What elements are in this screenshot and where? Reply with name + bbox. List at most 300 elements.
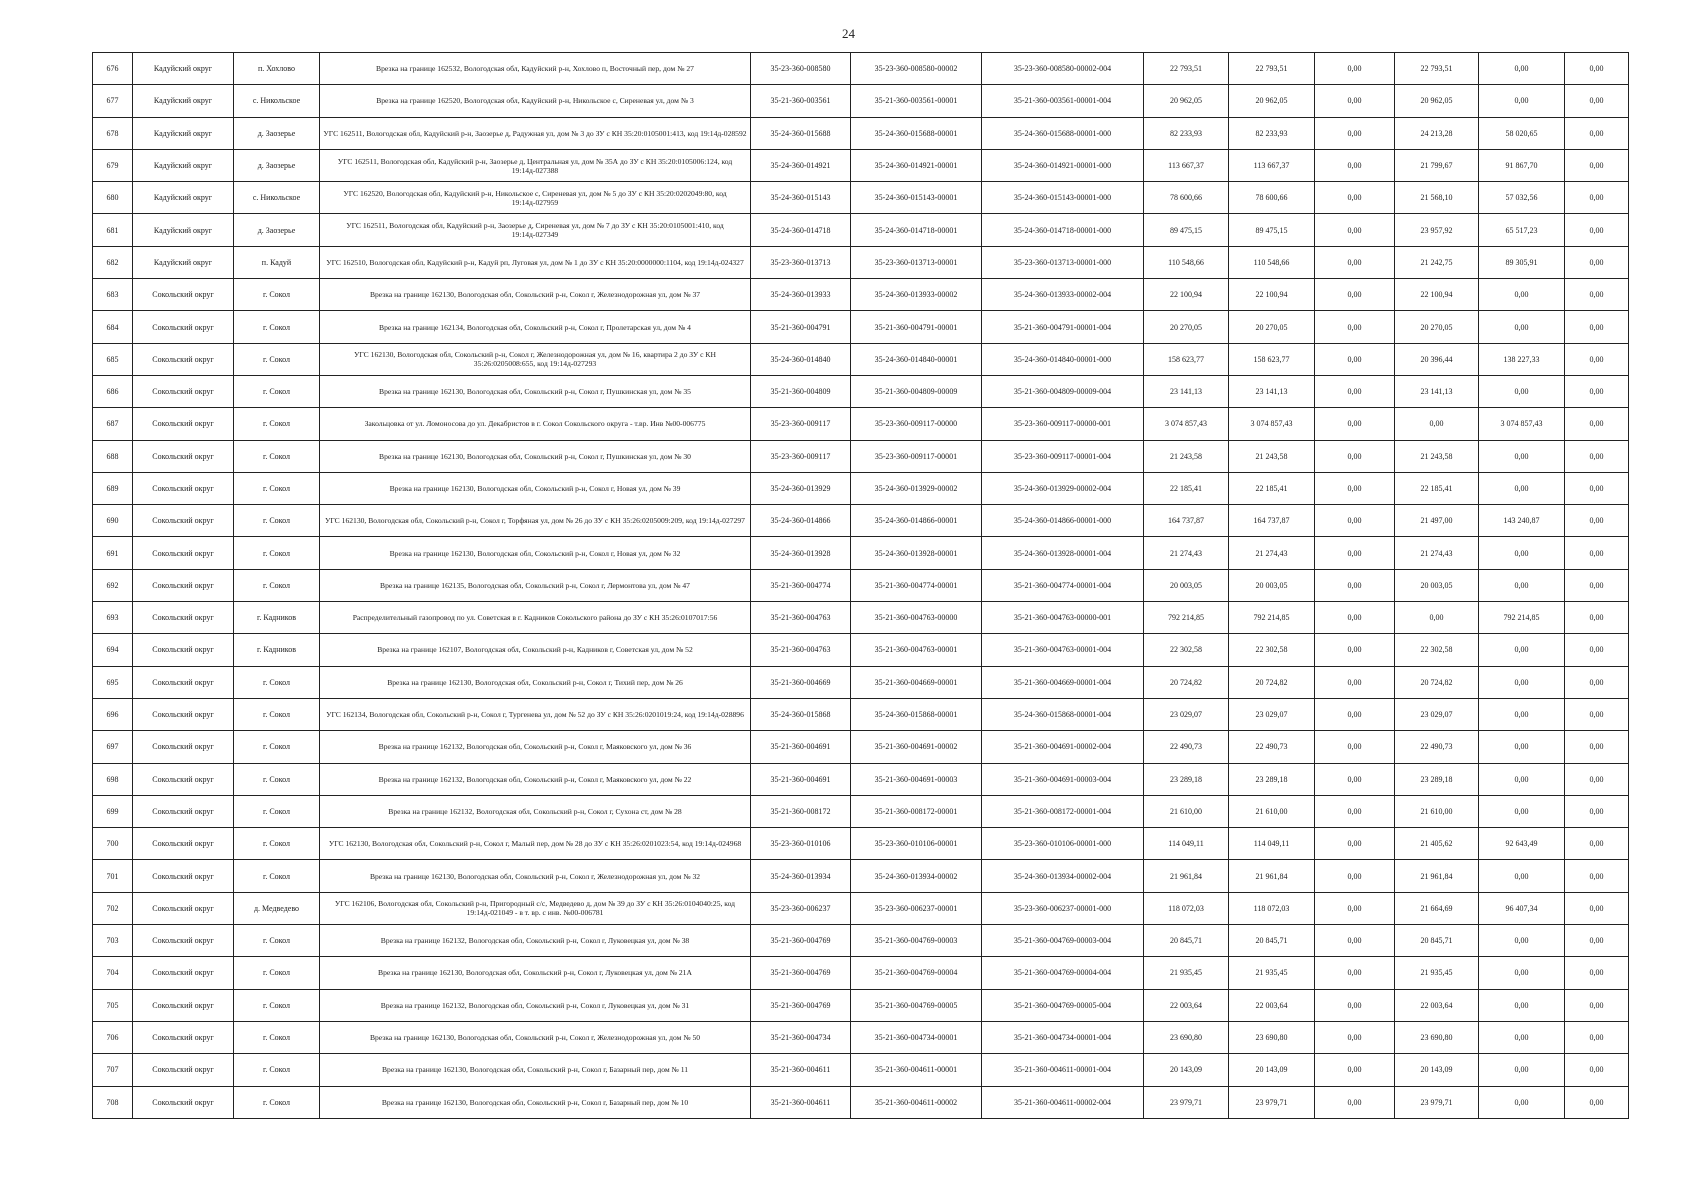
- cost-2-cell: 21 610,00: [1229, 795, 1315, 827]
- cost-4-cell: 20 143,09: [1395, 1054, 1479, 1086]
- district-cell: Сокольский округ: [133, 505, 234, 537]
- element-code-cell: 35-21-360-008172-00001-004: [982, 795, 1144, 827]
- cost-4-cell: 23 979,71: [1395, 1086, 1479, 1118]
- cost-5-cell: 0,00: [1479, 763, 1565, 795]
- cadastral-code-cell: 35-24-360-014921: [751, 149, 851, 181]
- total-cost-cell: 22 302,58: [1144, 634, 1229, 666]
- cadastral-code-cell: 35-24-360-013929: [751, 472, 851, 504]
- cost-6-cell: 0,00: [1565, 505, 1629, 537]
- object-code-cell: 35-21-360-004611-00002: [851, 1086, 982, 1118]
- object-address-cell: Врезка на границе 162130, Вологодская обл, Сокольский р-н, Сокол г, Железнодорожная ул, дом № 37: [320, 279, 751, 311]
- row-number-cell: 690: [93, 505, 133, 537]
- cost-3-cell: 0,00: [1315, 634, 1395, 666]
- cost-2-cell: 20 270,05: [1229, 311, 1315, 343]
- element-code-cell: 35-24-360-013928-00001-004: [982, 537, 1144, 569]
- cadastral-code-cell: 35-23-360-009117: [751, 408, 851, 440]
- row-number-cell: 676: [93, 53, 133, 85]
- cost-2-cell: 118 072,03: [1229, 892, 1315, 924]
- table-row: [93, 795, 1629, 827]
- cadastral-code-cell: 35-23-360-010106: [751, 828, 851, 860]
- district-cell: Кадуйский округ: [133, 246, 234, 278]
- object-code-cell: 35-21-360-004611-00001: [851, 1054, 982, 1086]
- cost-2-cell: 113 667,37: [1229, 149, 1315, 181]
- settlement-cell: г. Сокол: [234, 763, 320, 795]
- district-cell: Сокольский округ: [133, 537, 234, 569]
- object-address-cell: Врезка на границе 162132, Вологодская обл, Сокольский р-н, Сокол г, Сухона ст, дом № 28: [320, 795, 751, 827]
- object-code-cell: 35-21-360-004769-00004: [851, 957, 982, 989]
- cost-5-cell: 0,00: [1479, 957, 1565, 989]
- table-row: [93, 731, 1629, 763]
- district-cell: Сокольский округ: [133, 698, 234, 730]
- object-code-cell: 35-23-360-013713-00001: [851, 246, 982, 278]
- object-address-cell: Закольцовка от ул. Ломоносова до ул. Декабристов в г. Сокол Сокольского округа - т.вр. Инв №00-006775: [320, 408, 751, 440]
- total-cost-cell: 3 074 857,43: [1144, 408, 1229, 440]
- row-number-cell: 696: [93, 698, 133, 730]
- cost-5-cell: 143 240,87: [1479, 505, 1565, 537]
- object-code-cell: 35-23-360-009117-00000: [851, 408, 982, 440]
- cost-5-cell: 0,00: [1479, 375, 1565, 407]
- district-cell: Кадуйский округ: [133, 117, 234, 149]
- row-number-cell: 705: [93, 989, 133, 1021]
- cadastral-code-cell: 35-24-360-014718: [751, 214, 851, 246]
- cost-4-cell: 23 957,92: [1395, 214, 1479, 246]
- object-code-cell: 35-21-360-004669-00001: [851, 666, 982, 698]
- cost-5-cell: 0,00: [1479, 989, 1565, 1021]
- cadastral-code-cell: 35-21-360-004809: [751, 375, 851, 407]
- cost-3-cell: 0,00: [1315, 343, 1395, 375]
- district-cell: Сокольский округ: [133, 989, 234, 1021]
- row-number-cell: 689: [93, 472, 133, 504]
- district-cell: Сокольский округ: [133, 408, 234, 440]
- row-number-cell: 681: [93, 214, 133, 246]
- cost-4-cell: 20 396,44: [1395, 343, 1479, 375]
- table-row: [93, 957, 1629, 989]
- object-code-cell: 35-24-360-013929-00002: [851, 472, 982, 504]
- cadastral-code-cell: 35-23-360-013713: [751, 246, 851, 278]
- cost-2-cell: 110 548,66: [1229, 246, 1315, 278]
- element-code-cell: 35-21-360-004691-00003-004: [982, 763, 1144, 795]
- settlement-cell: г. Сокол: [234, 828, 320, 860]
- row-number-cell: 707: [93, 1054, 133, 1086]
- cost-3-cell: 0,00: [1315, 666, 1395, 698]
- object-code-cell: 35-21-360-003561-00001: [851, 85, 982, 117]
- district-cell: Сокольский округ: [133, 440, 234, 472]
- cost-3-cell: 0,00: [1315, 53, 1395, 85]
- total-cost-cell: 113 667,37: [1144, 149, 1229, 181]
- cost-3-cell: 0,00: [1315, 860, 1395, 892]
- cost-2-cell: 20 003,05: [1229, 569, 1315, 601]
- cost-5-cell: 0,00: [1479, 666, 1565, 698]
- cadastral-code-cell: 35-23-360-009117: [751, 440, 851, 472]
- cost-4-cell: 22 185,41: [1395, 472, 1479, 504]
- cost-3-cell: 0,00: [1315, 925, 1395, 957]
- cost-4-cell: 21 497,00: [1395, 505, 1479, 537]
- object-code-cell: 35-24-360-013933-00002: [851, 279, 982, 311]
- total-cost-cell: 23 029,07: [1144, 698, 1229, 730]
- element-code-cell: 35-23-360-009117-00000-001: [982, 408, 1144, 440]
- cost-4-cell: 21 568,10: [1395, 182, 1479, 214]
- cost-6-cell: 0,00: [1565, 957, 1629, 989]
- object-address-cell: Врезка на границе 162130, Вологодская обл, Сокольский р-н, Сокол г, Железнодорожная ул, дом № 32: [320, 860, 751, 892]
- element-code-cell: 35-21-360-004774-00001-004: [982, 569, 1144, 601]
- cost-5-cell: 0,00: [1479, 634, 1565, 666]
- row-number-cell: 708: [93, 1086, 133, 1118]
- object-code-cell: 35-24-360-015868-00001: [851, 698, 982, 730]
- settlement-cell: г. Сокол: [234, 666, 320, 698]
- object-code-cell: 35-24-360-014840-00001: [851, 343, 982, 375]
- total-cost-cell: 110 548,66: [1144, 246, 1229, 278]
- table-row: [93, 1021, 1629, 1053]
- total-cost-cell: 22 490,73: [1144, 731, 1229, 763]
- row-number-cell: 685: [93, 343, 133, 375]
- element-code-cell: 35-21-360-004611-00002-004: [982, 1086, 1144, 1118]
- row-number-cell: 706: [93, 1021, 133, 1053]
- cost-5-cell: 0,00: [1479, 860, 1565, 892]
- cadastral-code-cell: 35-21-360-004763: [751, 634, 851, 666]
- object-address-cell: УГС 162130, Вологодская обл, Сокольский р-н, Сокол г, Торфяная ул, дом № 26 до ЗУ с КН 35:26:0205009:209, код 19:14д-027297: [320, 505, 751, 537]
- district-cell: Сокольский округ: [133, 892, 234, 924]
- total-cost-cell: 21 961,84: [1144, 860, 1229, 892]
- cost-4-cell: 21 274,43: [1395, 537, 1479, 569]
- cost-4-cell: 21 799,67: [1395, 149, 1479, 181]
- cost-2-cell: 22 490,73: [1229, 731, 1315, 763]
- district-cell: Сокольский округ: [133, 343, 234, 375]
- cost-5-cell: 0,00: [1479, 569, 1565, 601]
- table-row: [93, 860, 1629, 892]
- district-cell: Кадуйский округ: [133, 53, 234, 85]
- district-cell: Сокольский округ: [133, 666, 234, 698]
- settlement-cell: г. Кадников: [234, 602, 320, 634]
- table-row: [93, 602, 1629, 634]
- cost-5-cell: 0,00: [1479, 440, 1565, 472]
- cost-2-cell: 21 935,45: [1229, 957, 1315, 989]
- settlement-cell: г. Сокол: [234, 375, 320, 407]
- settlement-cell: г. Сокол: [234, 1021, 320, 1053]
- settlement-cell: д. Медведево: [234, 892, 320, 924]
- cost-3-cell: 0,00: [1315, 149, 1395, 181]
- settlement-cell: с. Никольское: [234, 182, 320, 214]
- cost-2-cell: 164 737,87: [1229, 505, 1315, 537]
- cost-5-cell: 0,00: [1479, 698, 1565, 730]
- total-cost-cell: 21 274,43: [1144, 537, 1229, 569]
- total-cost-cell: 20 143,09: [1144, 1054, 1229, 1086]
- cost-2-cell: 20 845,71: [1229, 925, 1315, 957]
- object-address-cell: Врезка на границе 162135, Вологодская обл, Сокольский р-н, Сокол г, Лермонтова ул, дом № 47: [320, 569, 751, 601]
- cost-4-cell: 21 405,62: [1395, 828, 1479, 860]
- cost-2-cell: 114 049,11: [1229, 828, 1315, 860]
- total-cost-cell: 78 600,66: [1144, 182, 1229, 214]
- object-code-cell: 35-21-360-004734-00001: [851, 1021, 982, 1053]
- cost-2-cell: 20 143,09: [1229, 1054, 1315, 1086]
- settlement-cell: с. Никольское: [234, 85, 320, 117]
- table-row: [93, 279, 1629, 311]
- object-address-cell: Врезка на границе 162130, Вологодская обл, Сокольский р-н, Сокол г, Новая ул, дом № 39: [320, 472, 751, 504]
- element-code-cell: 35-24-360-014718-00001-000: [982, 214, 1144, 246]
- total-cost-cell: 20 003,05: [1144, 569, 1229, 601]
- table-row: [93, 1086, 1629, 1118]
- element-code-cell: 35-24-360-015143-00001-000: [982, 182, 1144, 214]
- total-cost-cell: 20 845,71: [1144, 925, 1229, 957]
- cost-3-cell: 0,00: [1315, 117, 1395, 149]
- object-address-cell: УГС 162106, Вологодская обл, Сокольский р-н, Пригородный с/с, Медведево д, дом № 39 до ЗУ с КН 35:26:0104040:25, код 19:14д-021049 - в т. вр. с инв. №00-006781: [320, 892, 751, 924]
- cost-2-cell: 3 074 857,43: [1229, 408, 1315, 440]
- cost-2-cell: 78 600,66: [1229, 182, 1315, 214]
- cost-2-cell: 21 243,58: [1229, 440, 1315, 472]
- cost-5-cell: 91 867,70: [1479, 149, 1565, 181]
- cadastral-code-cell: 35-24-360-013934: [751, 860, 851, 892]
- object-code-cell: 35-23-360-008580-00002: [851, 53, 982, 85]
- district-cell: Сокольский округ: [133, 860, 234, 892]
- cost-3-cell: 0,00: [1315, 731, 1395, 763]
- element-code-cell: 35-23-360-013713-00001-000: [982, 246, 1144, 278]
- row-number-cell: 686: [93, 375, 133, 407]
- cadastral-code-cell: 35-21-360-003561: [751, 85, 851, 117]
- cost-3-cell: 0,00: [1315, 1021, 1395, 1053]
- cost-2-cell: 82 233,93: [1229, 117, 1315, 149]
- cost-3-cell: 0,00: [1315, 957, 1395, 989]
- cost-6-cell: 0,00: [1565, 989, 1629, 1021]
- cadastral-code-cell: 35-24-360-015688: [751, 117, 851, 149]
- cost-3-cell: 0,00: [1315, 569, 1395, 601]
- settlement-cell: г. Сокол: [234, 537, 320, 569]
- cost-2-cell: 23 289,18: [1229, 763, 1315, 795]
- cost-3-cell: 0,00: [1315, 989, 1395, 1021]
- table-row: [93, 505, 1629, 537]
- cost-3-cell: 0,00: [1315, 85, 1395, 117]
- settlement-cell: г. Сокол: [234, 957, 320, 989]
- row-number-cell: 682: [93, 246, 133, 278]
- cost-4-cell: 23 289,18: [1395, 763, 1479, 795]
- cost-6-cell: 0,00: [1565, 440, 1629, 472]
- cost-5-cell: 138 227,33: [1479, 343, 1565, 375]
- element-code-cell: 35-23-360-006237-00001-000: [982, 892, 1144, 924]
- cost-4-cell: 20 724,82: [1395, 666, 1479, 698]
- table-row: [93, 117, 1629, 149]
- object-address-cell: УГС 162130, Вологодская обл, Сокольский р-н, Сокол г, Малый пер, дом № 28 до ЗУ с КН 35:26:0201023:54, код 19:14д-024968: [320, 828, 751, 860]
- total-cost-cell: 22 003,64: [1144, 989, 1229, 1021]
- total-cost-cell: 21 610,00: [1144, 795, 1229, 827]
- total-cost-cell: 22 100,94: [1144, 279, 1229, 311]
- object-address-cell: Врезка на границе 162130, Вологодская обл, Сокольский р-н, Сокол г, Железнодорожная ул, дом № 50: [320, 1021, 751, 1053]
- row-number-cell: 679: [93, 149, 133, 181]
- cost-6-cell: 0,00: [1565, 182, 1629, 214]
- element-code-cell: 35-24-360-013929-00002-004: [982, 472, 1144, 504]
- row-number-cell: 678: [93, 117, 133, 149]
- row-number-cell: 700: [93, 828, 133, 860]
- cost-6-cell: 0,00: [1565, 246, 1629, 278]
- element-code-cell: 35-21-360-004769-00003-004: [982, 925, 1144, 957]
- cadastral-code-cell: 35-21-360-004763: [751, 602, 851, 634]
- cost-4-cell: 0,00: [1395, 408, 1479, 440]
- district-cell: Сокольский округ: [133, 634, 234, 666]
- settlement-cell: д. Заозерье: [234, 117, 320, 149]
- total-cost-cell: 23 289,18: [1144, 763, 1229, 795]
- table-row: [93, 85, 1629, 117]
- cost-6-cell: 0,00: [1565, 1086, 1629, 1118]
- cadastral-code-cell: 35-24-360-014840: [751, 343, 851, 375]
- table-row: [93, 892, 1629, 924]
- table-row: [93, 246, 1629, 278]
- object-address-cell: Врезка на границе 162132, Вологодская обл, Сокольский р-н, Сокол г, Луковецкая ул, дом № 31: [320, 989, 751, 1021]
- cost-6-cell: 0,00: [1565, 860, 1629, 892]
- cadastral-code-cell: 35-21-360-004774: [751, 569, 851, 601]
- object-address-cell: Распределительный газопровод по ул. Советская в г. Кадников Сокольского района до ЗУ с КН 35:26:0107017:56: [320, 602, 751, 634]
- cost-4-cell: 23 029,07: [1395, 698, 1479, 730]
- cadastral-code-cell: 35-21-360-008172: [751, 795, 851, 827]
- object-address-cell: Врезка на границе 162132, Вологодская обл, Сокольский р-н, Сокол г, Маяковского ул, дом № 36: [320, 731, 751, 763]
- settlement-cell: п. Хохлово: [234, 53, 320, 85]
- district-cell: Сокольский округ: [133, 569, 234, 601]
- element-code-cell: 35-23-360-009117-00001-004: [982, 440, 1144, 472]
- cost-5-cell: 0,00: [1479, 795, 1565, 827]
- cost-4-cell: 21 935,45: [1395, 957, 1479, 989]
- total-cost-cell: 89 475,15: [1144, 214, 1229, 246]
- object-code-cell: 35-21-360-004769-00005: [851, 989, 982, 1021]
- object-code-cell: 35-21-360-004763-00000: [851, 602, 982, 634]
- cost-3-cell: 0,00: [1315, 408, 1395, 440]
- cost-3-cell: 0,00: [1315, 602, 1395, 634]
- total-cost-cell: 21 935,45: [1144, 957, 1229, 989]
- cost-6-cell: 0,00: [1565, 666, 1629, 698]
- total-cost-cell: 118 072,03: [1144, 892, 1229, 924]
- object-code-cell: 35-21-360-004763-00001: [851, 634, 982, 666]
- cost-2-cell: 23 141,13: [1229, 375, 1315, 407]
- table-row: [93, 569, 1629, 601]
- cost-6-cell: 0,00: [1565, 85, 1629, 117]
- registry-body: [93, 53, 1629, 1119]
- settlement-cell: г. Сокол: [234, 860, 320, 892]
- cost-3-cell: 0,00: [1315, 246, 1395, 278]
- table-row: [93, 989, 1629, 1021]
- total-cost-cell: 22 185,41: [1144, 472, 1229, 504]
- object-address-cell: Врезка на границе 162532, Вологодская обл, Кадуйский р-н, Хохлово п, Восточный пер, дом № 27: [320, 53, 751, 85]
- cost-5-cell: 0,00: [1479, 731, 1565, 763]
- row-number-cell: 699: [93, 795, 133, 827]
- cost-5-cell: 0,00: [1479, 925, 1565, 957]
- district-cell: Сокольский округ: [133, 1021, 234, 1053]
- cost-6-cell: 0,00: [1565, 1054, 1629, 1086]
- cost-3-cell: 0,00: [1315, 472, 1395, 504]
- district-cell: Сокольский округ: [133, 311, 234, 343]
- object-address-cell: Врезка на границе 162130, Вологодская обл, Сокольский р-н, Сокол г, Базарный пер, дом № 11: [320, 1054, 751, 1086]
- cost-3-cell: 0,00: [1315, 279, 1395, 311]
- row-number-cell: 680: [93, 182, 133, 214]
- object-code-cell: 35-24-360-013928-00001: [851, 537, 982, 569]
- object-code-cell: 35-24-360-014921-00001: [851, 149, 982, 181]
- cost-2-cell: 23 029,07: [1229, 698, 1315, 730]
- cost-2-cell: 22 302,58: [1229, 634, 1315, 666]
- cadastral-code-cell: 35-24-360-015143: [751, 182, 851, 214]
- cadastral-code-cell: 35-21-360-004734: [751, 1021, 851, 1053]
- table-row: [93, 698, 1629, 730]
- cost-5-cell: 89 305,91: [1479, 246, 1565, 278]
- settlement-cell: г. Сокол: [234, 505, 320, 537]
- row-number-cell: 698: [93, 763, 133, 795]
- row-number-cell: 684: [93, 311, 133, 343]
- cost-3-cell: 0,00: [1315, 892, 1395, 924]
- total-cost-cell: 22 793,51: [1144, 53, 1229, 85]
- element-code-cell: 35-21-360-004691-00002-004: [982, 731, 1144, 763]
- cost-2-cell: 23 690,80: [1229, 1021, 1315, 1053]
- cost-4-cell: 24 213,28: [1395, 117, 1479, 149]
- row-number-cell: 688: [93, 440, 133, 472]
- cost-6-cell: 0,00: [1565, 731, 1629, 763]
- object-code-cell: 35-21-360-004791-00001: [851, 311, 982, 343]
- cost-4-cell: 20 003,05: [1395, 569, 1479, 601]
- table-row: [93, 925, 1629, 957]
- cost-4-cell: 21 610,00: [1395, 795, 1479, 827]
- element-code-cell: 35-24-360-015688-00001-000: [982, 117, 1144, 149]
- element-code-cell: 35-21-360-004734-00001-004: [982, 1021, 1144, 1053]
- cost-2-cell: 158 623,77: [1229, 343, 1315, 375]
- cost-5-cell: 58 020,65: [1479, 117, 1565, 149]
- cost-6-cell: 0,00: [1565, 343, 1629, 375]
- cost-4-cell: 22 490,73: [1395, 731, 1479, 763]
- cadastral-code-cell: 35-23-360-006237: [751, 892, 851, 924]
- settlement-cell: г. Сокол: [234, 1086, 320, 1118]
- row-number-cell: 694: [93, 634, 133, 666]
- cost-2-cell: 21 961,84: [1229, 860, 1315, 892]
- cost-4-cell: 22 003,64: [1395, 989, 1479, 1021]
- district-cell: Кадуйский округ: [133, 149, 234, 181]
- cost-2-cell: 20 724,82: [1229, 666, 1315, 698]
- cost-2-cell: 23 979,71: [1229, 1086, 1315, 1118]
- cost-3-cell: 0,00: [1315, 698, 1395, 730]
- element-code-cell: 35-21-360-003561-00001-004: [982, 85, 1144, 117]
- settlement-cell: г. Сокол: [234, 279, 320, 311]
- cost-6-cell: 0,00: [1565, 117, 1629, 149]
- object-code-cell: 35-21-360-004691-00002: [851, 731, 982, 763]
- element-code-cell: 35-21-360-004791-00001-004: [982, 311, 1144, 343]
- object-code-cell: 35-21-360-004769-00003: [851, 925, 982, 957]
- table-row: [93, 311, 1629, 343]
- district-cell: Сокольский округ: [133, 925, 234, 957]
- cadastral-code-cell: 35-21-360-004769: [751, 989, 851, 1021]
- cost-4-cell: 20 845,71: [1395, 925, 1479, 957]
- object-address-cell: Врезка на границе 162130, Вологодская обл, Сокольский р-н, Сокол г, Базарный пер, дом № 10: [320, 1086, 751, 1118]
- object-code-cell: 35-21-360-004809-00009: [851, 375, 982, 407]
- cost-3-cell: 0,00: [1315, 828, 1395, 860]
- cost-5-cell: 96 407,34: [1479, 892, 1565, 924]
- cost-4-cell: 23 690,80: [1395, 1021, 1479, 1053]
- total-cost-cell: 20 724,82: [1144, 666, 1229, 698]
- cost-6-cell: 0,00: [1565, 569, 1629, 601]
- row-number-cell: 704: [93, 957, 133, 989]
- cost-5-cell: 0,00: [1479, 53, 1565, 85]
- settlement-cell: г. Сокол: [234, 569, 320, 601]
- object-code-cell: 35-24-360-015688-00001: [851, 117, 982, 149]
- object-code-cell: 35-23-360-009117-00001: [851, 440, 982, 472]
- row-number-cell: 692: [93, 569, 133, 601]
- cadastral-code-cell: 35-21-360-004611: [751, 1054, 851, 1086]
- cost-4-cell: 22 793,51: [1395, 53, 1479, 85]
- cost-3-cell: 0,00: [1315, 795, 1395, 827]
- cost-4-cell: 22 302,58: [1395, 634, 1479, 666]
- object-address-cell: УГС 162130, Вологодская обл, Сокольский р-н, Сокол г, Железнодорожная ул, дом № 16, квартира 2 до ЗУ с КН 35:26:0205008:655, код 19:14д-027293: [320, 343, 751, 375]
- cadastral-code-cell: 35-23-360-008580: [751, 53, 851, 85]
- cost-4-cell: 21 961,84: [1395, 860, 1479, 892]
- cost-6-cell: 0,00: [1565, 311, 1629, 343]
- cost-6-cell: 0,00: [1565, 925, 1629, 957]
- row-number-cell: 683: [93, 279, 133, 311]
- settlement-cell: г. Сокол: [234, 440, 320, 472]
- cost-4-cell: 22 100,94: [1395, 279, 1479, 311]
- row-number-cell: 702: [93, 892, 133, 924]
- table-row: [93, 149, 1629, 181]
- object-address-cell: Врезка на границе 162134, Вологодская обл, Сокольский р-н, Сокол г, Пролетарская ул, дом № 4: [320, 311, 751, 343]
- total-cost-cell: 82 233,93: [1144, 117, 1229, 149]
- cost-2-cell: 22 003,64: [1229, 989, 1315, 1021]
